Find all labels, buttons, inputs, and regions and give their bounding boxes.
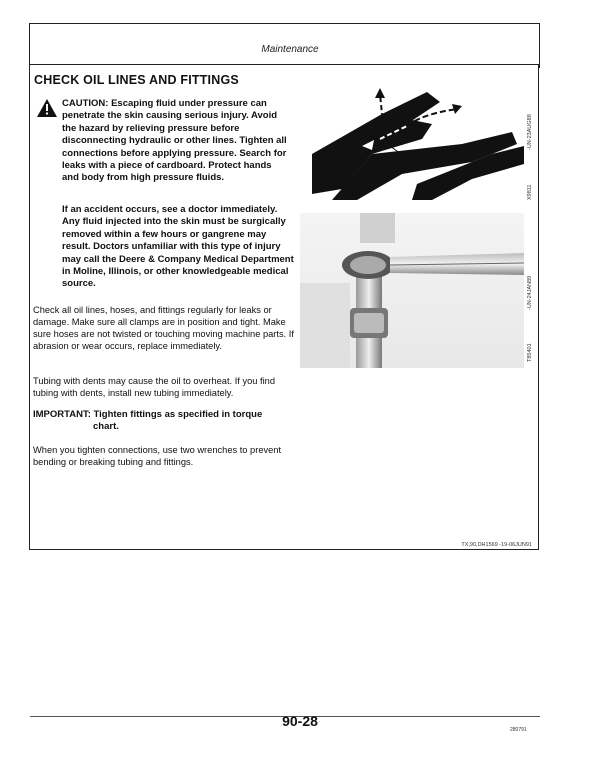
page-header-title: Maintenance: [261, 44, 319, 55]
image2-code-a: -UN-24JAN89: [527, 275, 533, 310]
fluid-injection-hand-illustration: [312, 84, 524, 200]
two-wrenches-photo: [300, 213, 524, 368]
doc-reference-code: TX,90,DH1569 -19-06JUN91: [461, 542, 532, 548]
important-label: IMPORTANT: Tighten fittings as specified in torque: [33, 409, 263, 420]
page-code: 280791: [510, 727, 527, 733]
image1-code-b: X9811: [527, 184, 533, 200]
image1-code-a: -UN-23AUG88: [527, 114, 533, 150]
important-continued: chart.: [93, 421, 119, 433]
right-rule: [539, 23, 540, 68]
section-heading: CHECK OIL LINES AND FITTINGS: [34, 73, 239, 87]
top-rule: [30, 23, 540, 24]
wrench-paragraph: When you tighten connections, use two wrenches to prevent bending or breaking tubing and fittings.: [33, 445, 282, 467]
warning-triangle-icon: [37, 99, 57, 117]
caution-text: CAUTION: Escaping fluid under pressure can penetrate the skin causing serious injury. Avoid the hazard by relieving pressure before disconnecting hydraulic or other lines. Tighten all connections before applying pressure. Search for leaks with a piece of cardboard. Protect hands and body from high pressure fluids.: [62, 98, 287, 184]
check-lines-paragraph: Check all oil lines, hoses, and fittings regularly for leaks or damage. Make sure all clamps are in position and tight. Make sure hoses are not twisted or touching moving machine parts. If abrasion or wear occurs, replace immediately.: [33, 305, 294, 351]
important-note: [33, 409, 295, 434]
image2-code-b: T85401: [527, 343, 533, 362]
page-number: 90-28: [282, 713, 318, 729]
tubing-paragraph: Tubing with dents may cause the oil to overheat. If you find tubing with dents, install new tubing immediately.: [33, 376, 276, 398]
accident-text: If an accident occurs, see a doctor immediately. Any fluid injected into the skin must be surgically removed within a few hours or gangrene may result. Doctors unfamiliar with this type of injury may call the Deere & Company Medical Department in Moline, Illinois, or other knowledgeable medical source.: [62, 204, 294, 290]
